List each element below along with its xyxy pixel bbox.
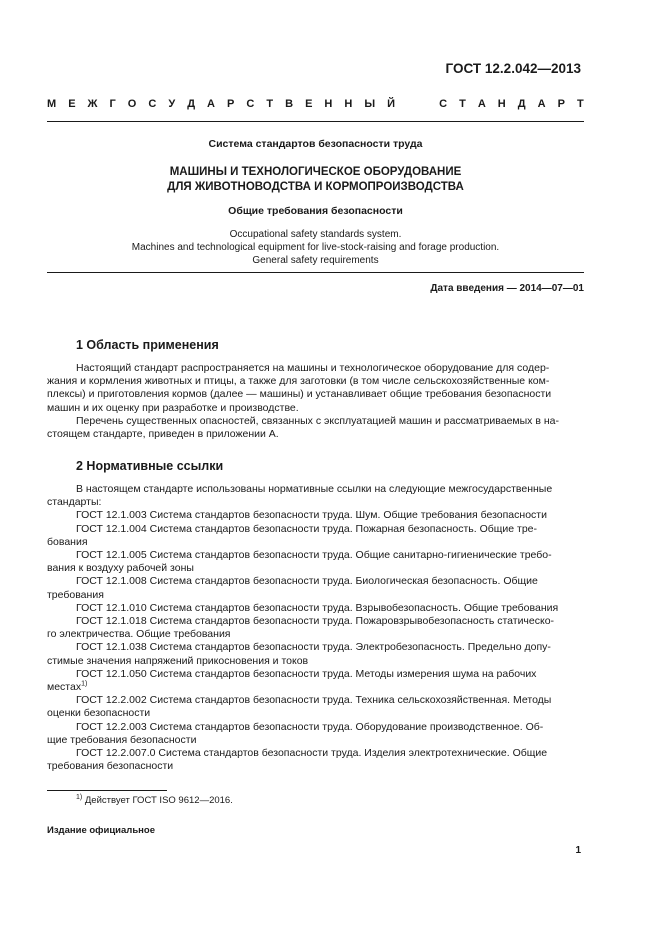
banner-letter-a-7: Д [187, 98, 196, 110]
english-title-line2: Machines and technological equipment for live-stock-raising and forage production. [131, 241, 500, 253]
section2-line [47, 628, 584, 641]
section2-line [76, 721, 584, 734]
section1-line-text: плексы) и приготовления кормов (далее — машины) и устанавливает общие требования безопасности [47, 388, 552, 401]
banner-letter-a-8: А [207, 98, 215, 110]
section1-line [76, 362, 584, 375]
section2-line [76, 483, 584, 496]
main-title-line1: МАШИНЫ И ТЕХНОЛОГИЧЕСКОЕ ОБОРУДОВАНИЕ [169, 166, 462, 178]
section2-line [47, 589, 584, 602]
banner-letter-a-0: М [47, 98, 57, 110]
banner-letter-b-4: Д [517, 98, 526, 110]
banner-letter-b-0: С [439, 98, 448, 110]
english-title [47, 229, 584, 267]
english-title-line1: Occupational safety standards system. [229, 229, 402, 240]
subtitle: Общие требования безопасности [228, 205, 403, 217]
official-edition-label: Издание официальное [47, 825, 155, 836]
banner-letter-a-3: Г [109, 98, 116, 110]
section2-line-text: оценки безопасности [47, 707, 151, 720]
banner-letter-b-7: Т [576, 98, 584, 110]
section2-line [76, 615, 584, 628]
banner-letter-a-6: У [168, 98, 176, 110]
section2-line [76, 694, 584, 707]
footnote-mark: 1) [76, 793, 83, 801]
section1-line-text: машин и их оценку при разработке и производстве. [47, 401, 299, 414]
section2-line-text: ГОСТ 12.1.008 Система стандартов безопасности труда. Биологическая безопасность. Общие [76, 575, 538, 588]
section2-line-text: стимые значения напряжений прикосновения и токов [47, 654, 309, 667]
section1-line-text: жания и кормления животных и птицы, а также для заготовки (в том числе сельскохозяйственные ком- [47, 375, 550, 388]
section2-line [76, 668, 584, 681]
section1-line [47, 428, 584, 441]
section-2-body [47, 483, 584, 773]
banner-letter-b-2: А [477, 98, 486, 110]
section2-line [47, 655, 584, 668]
section2-line-text: ГОСТ 12.1.050 Система стандартов безопасности труда. Методы измерения шума на рабочих [76, 667, 537, 680]
section2-line-text: стандарты: [47, 496, 102, 509]
gost-number: ГОСТ 12.2.042—2013 [445, 61, 581, 76]
banner-letter-a-11: Т [266, 98, 274, 110]
section2-line [47, 734, 584, 747]
section-1-heading: 1 Область применения [76, 338, 219, 352]
section1-line [76, 415, 584, 428]
footnote-reference: 1) [81, 680, 88, 688]
section-2-heading: 2 Нормативные ссылки [76, 459, 224, 473]
section2-line [76, 641, 584, 654]
section2-line [47, 707, 584, 720]
section2-line [47, 562, 584, 575]
footnote-rule [47, 790, 167, 791]
interstate-standard-banner [47, 98, 584, 110]
banner-letter-b-6: Р [557, 98, 565, 110]
section2-line-text: ГОСТ 12.1.010 Система стандартов безопасности труда. Взрывобезопасность. Общие требования [76, 601, 559, 614]
banner-letter-a-1: Е [68, 98, 76, 110]
section1-line-text: Перечень существенных опасностей, связанных с эксплуатацией машин и рассматриваемых в на- [76, 414, 559, 427]
section2-line-text: ГОСТ 12.1.003 Система стандартов безопасности труда. Шум. Общие требования безопасности [76, 509, 547, 522]
section2-line-text: ГОСТ 12.1.005 Система стандартов безопасности труда. Общие санитарно-гигиенические требо- [76, 549, 552, 562]
section2-line [76, 747, 584, 760]
banner-letter-a-5: С [148, 98, 157, 110]
section2-line [76, 602, 584, 615]
banner-gap [407, 98, 427, 110]
section2-line-text: щие требования безопасности [47, 733, 197, 746]
section2-line [47, 760, 584, 773]
section2-line-text: ГОСТ 12.1.018 Система стандартов безопасности труда. Пожаровзрывобезопасность статическо- [76, 615, 555, 628]
header-rule [47, 121, 584, 122]
banner-letter-a-17: Й [387, 98, 396, 110]
banner-letter-a-15: Н [344, 98, 353, 110]
banner-letter-b-3: Н [497, 98, 506, 110]
banner-letter-a-10: С [246, 98, 255, 110]
section2-line [76, 575, 584, 588]
section2-line-text: вания к воздуху рабочей зоны [47, 562, 194, 575]
section2-line-text: го электричества. Общие требования [47, 628, 231, 641]
section1-line [47, 402, 584, 415]
section2-line [47, 681, 584, 694]
section2-line [47, 496, 584, 509]
page-number: 1 [575, 845, 581, 856]
banner-letter-b-5: А [537, 98, 546, 110]
banner-letter-b-1: Т [459, 98, 466, 110]
banner-letter-a-4: О [127, 98, 137, 110]
banner-letter-a-9: Р [227, 98, 235, 110]
section2-line-text: ГОСТ 12.2.002 Система стандартов безопасности труда. Техника сельскохозяйственная. Методы [76, 694, 552, 707]
introduction-date: Дата введения — 2014—07—01 [430, 283, 584, 294]
section2-line-text: ГОСТ 12.1.038 Система стандартов безопасности труда. Электробезопасность. Предельно допу- [76, 641, 551, 654]
banner-letter-a-16: Ы [364, 98, 376, 110]
footnote-text: Действует ГОСТ ISO 9612—2016. [82, 795, 233, 806]
section1-line [47, 388, 584, 401]
section2-line-text: требования [47, 588, 104, 601]
section2-line-text: ГОСТ 12.2.003 Система стандартов безопасности труда. Оборудование производственное. Об- [76, 720, 544, 733]
section2-line [76, 549, 584, 562]
standards-system-title: Система стандартов безопасности труда [208, 138, 423, 150]
main-title-line2: ДЛЯ ЖИВОТНОВОДСТВА И КОРМОПРОИЗВОДСТВА [167, 181, 464, 193]
footnote [76, 795, 233, 806]
section-1-body [47, 362, 584, 441]
section2-line [76, 523, 584, 536]
section2-line-text: бования [47, 535, 88, 548]
section2-line-text: требования безопасности [47, 760, 174, 773]
section1-line-text: Настоящий стандарт распространяется на машины и технологическое оборудование для содер- [76, 362, 550, 374]
section2-line [76, 509, 584, 522]
main-title [47, 165, 584, 195]
english-title-line3: General safety requirements [252, 254, 379, 266]
section2-line-text: местах [47, 681, 82, 694]
title-rule [47, 272, 584, 273]
section2-line-text: ГОСТ 12.2.007.0 Система стандартов безопасности труда. Изделия электротехнические. Общие [76, 747, 548, 760]
section2-line-text: ГОСТ 12.1.004 Система стандартов безопасности труда. Пожарная безопасность. Общие тре- [76, 522, 537, 535]
banner-letter-a-2: Ж [87, 98, 98, 110]
section1-line [47, 375, 584, 388]
banner-letter-a-12: В [285, 98, 294, 110]
section2-line [47, 536, 584, 549]
section1-line-text: стоящем стандарте, приведен в приложении А. [47, 428, 279, 441]
section2-line-text: В настоящем стандарте использованы нормативные ссылки на следующие межгосударственные [76, 483, 553, 495]
banner-letter-a-13: Е [305, 98, 313, 110]
banner-letter-a-14: Н [324, 98, 333, 110]
